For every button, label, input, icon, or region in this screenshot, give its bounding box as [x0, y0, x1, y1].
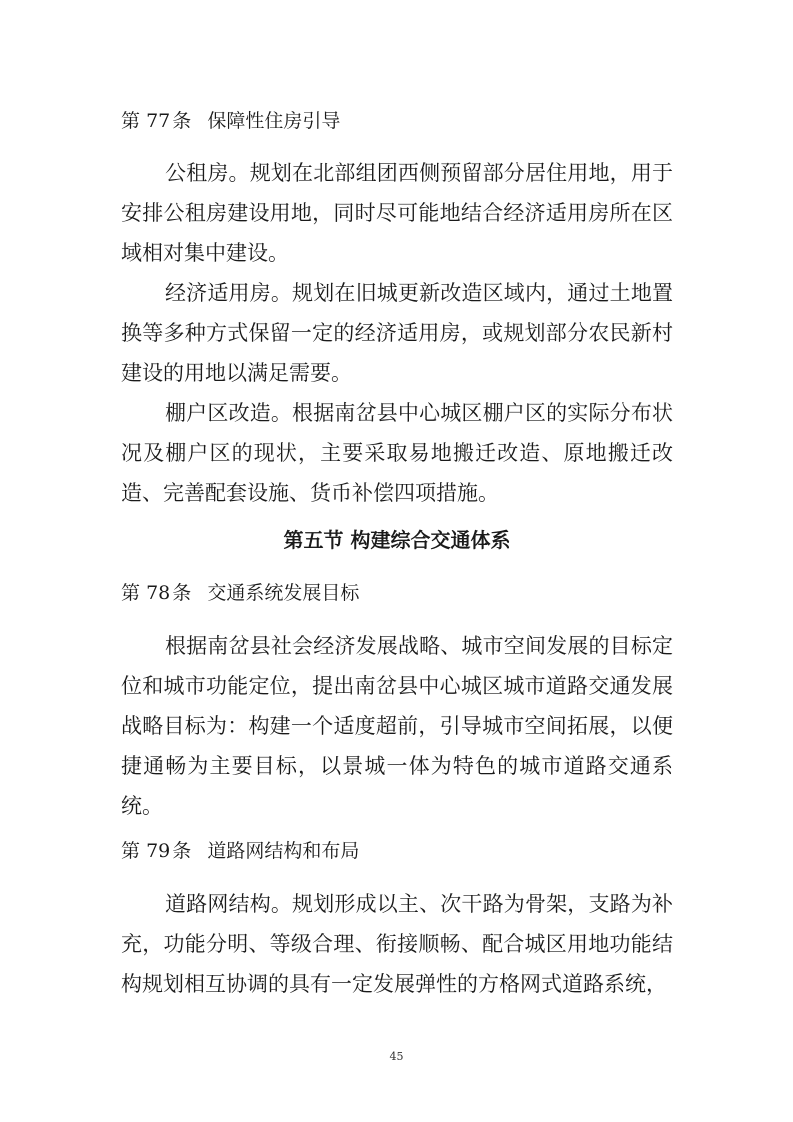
- article-prefix: 第: [121, 110, 141, 132]
- article-suffix: 条: [172, 840, 192, 862]
- paragraph-affordable-housing: 经济适用房。规划在旧城更新改造区域内，通过土地置换等多种方式保留一定的经济适用房，或规划部分农民新村建设的用地以满足需要。: [121, 281, 673, 385]
- article-number: 79: [146, 840, 171, 862]
- article-prefix: 第: [121, 582, 141, 604]
- section-heading: 第五节 构建综合交通体系: [283, 528, 511, 552]
- paragraph-public-rental-housing: 公租房。规划在北部组团西侧预留部分居住用地，用于安排公租房建设用地，同时尽可能地结合经济适用房所在区域相对集中建设。: [121, 161, 673, 265]
- page-number: 45: [389, 1050, 404, 1063]
- article-79-heading: [121, 838, 359, 864]
- article-suffix: 条: [172, 582, 192, 604]
- paragraph-road-network-structure: 道路网结构。规划形成以主、次干路为骨架，支路为补充，功能分明、等级合理、衔接顺畅、配合城区用地功能结构规划相互协调的具有一定发展弹性的方格网式道路系统，: [121, 892, 673, 996]
- paragraph-shantytown-renovation: 棚户区改造。根据南岔县中心城区棚户区的实际分布状况及棚户区的现状，主要采取易地搬迁改造、原地搬迁改造、完善配套设施、货币补偿四项措施。: [121, 401, 673, 505]
- article-suffix: 条: [172, 110, 192, 132]
- article-number: 77: [146, 110, 171, 132]
- article-prefix: 第: [121, 840, 141, 862]
- paragraph-traffic-development-goal: 根据南岔县社会经济发展战略、城市空间发展的目标定位和城市功能定位，提出南岔县中心城区城市道路交通发展战略目标为：构建一个适度超前，引导城市空间拓展，以便捷通畅为主要目标，以景城一体为特色的城市道路交通系统。: [121, 634, 673, 818]
- article-title: 道路网结构和布局: [207, 840, 360, 862]
- article-78-heading: [121, 580, 359, 606]
- article-title: 交通系统发展目标: [207, 582, 360, 604]
- article-77-heading: [121, 108, 340, 134]
- article-number: 78: [146, 582, 171, 604]
- article-title: 保障性住房引导: [207, 110, 341, 132]
